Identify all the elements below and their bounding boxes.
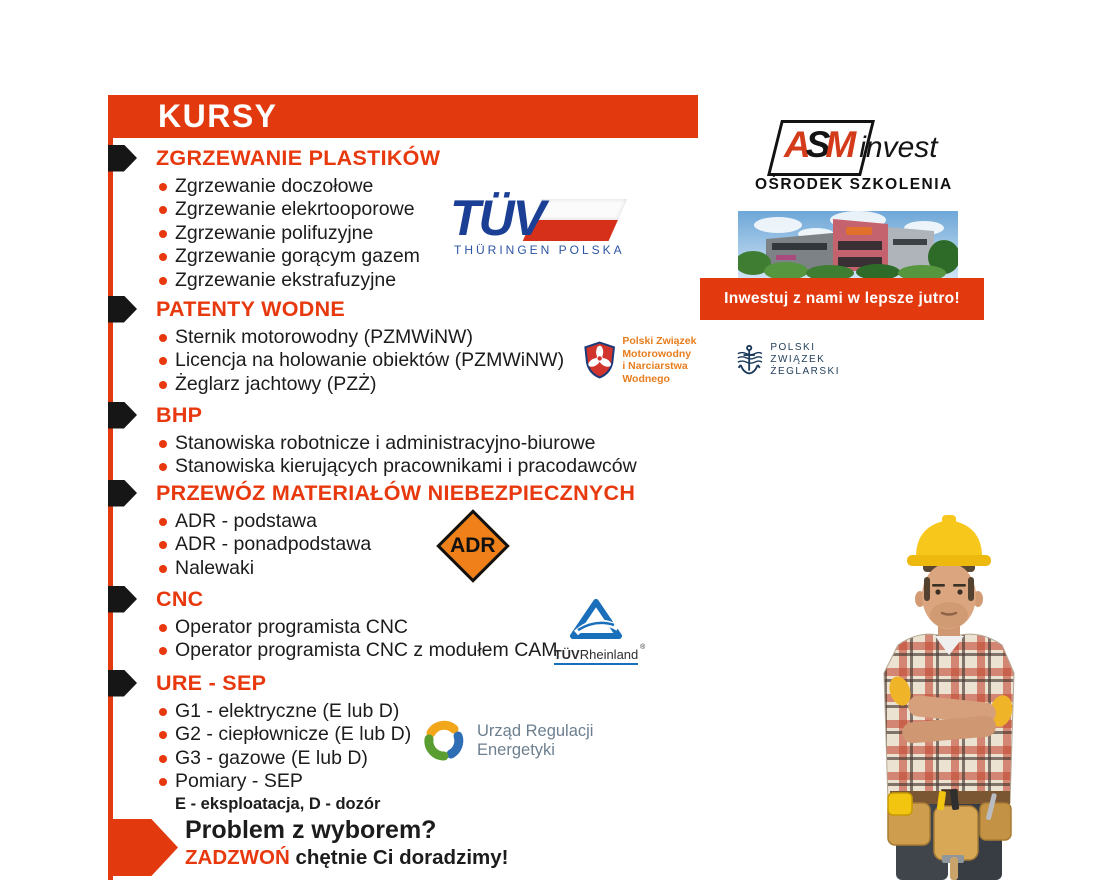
cta-question: Problem z wyborem? (185, 816, 437, 844)
arrow-right-icon (108, 819, 178, 876)
pzmwinw-label: Polski Związek Motorowodny i Narciarstwa Wodnego (622, 335, 697, 385)
asm-wordmark: ASM invest (784, 124, 938, 165)
tuv-thuringen-polska-logo (450, 190, 625, 265)
asm-invest-word: invest (859, 131, 938, 164)
list-item: G1 - elektryczne (E lub D) (161, 700, 708, 723)
list-item: Zgrzewanie polifuzyjne (161, 222, 708, 245)
arrow-right-icon (108, 402, 137, 429)
tuv-rheinland-triangle-icon (566, 597, 626, 641)
anchor-waves-icon (735, 337, 763, 383)
ure-logo (420, 712, 595, 770)
asm-invest-logo (762, 120, 937, 177)
pzz-label: POLSKI ZWIĄZEK ŻEGLARSKI (770, 342, 840, 377)
tuv-thuringen-subtext: THÜRINGEN POLSKA (454, 243, 625, 257)
cta-call-line (185, 845, 508, 871)
adr-label: ADR (450, 534, 496, 557)
arrow-right-icon (108, 480, 137, 507)
section-heading: CNC (156, 586, 204, 611)
list-item: ADR - podstawa (161, 510, 708, 533)
list-item: Licencja na holowanie obiektów (PZMWiNW) (161, 349, 708, 372)
ure-swirl-icon (420, 717, 468, 765)
section-bhp (108, 401, 708, 479)
arrow-right-icon (108, 296, 137, 323)
tuv-wordmark: TÜV (450, 190, 544, 246)
list-item: G3 - gazowe (E lub D) (161, 747, 708, 770)
page-title: KURSY (158, 98, 278, 134)
section-przewoz (108, 479, 708, 580)
legend-note: E - eksploatacja, D - dozór (175, 794, 381, 813)
list-item: Nalewaki (161, 557, 708, 580)
arrow-right-icon (108, 586, 137, 613)
ure-label: Urząd Regulacji Energetyki (477, 722, 594, 759)
cta-call-rest: chętnie Ci doradzimy! (289, 846, 509, 869)
section-heading: PRZEWÓZ MATERIAŁÓW NIEBEZPIECZNYCH (156, 480, 636, 505)
section-ure-sep (108, 669, 708, 814)
construction-worker-photo (838, 503, 1090, 880)
list-item: Sternik motorowodny (PZMWiNW) (161, 326, 708, 349)
tagline-banner (700, 278, 984, 320)
course-list (108, 432, 708, 479)
building-photo-illustration (738, 211, 958, 278)
pzmwinw-logo (583, 336, 738, 384)
list-item: G2 - ciepłownicze (E lub D) (161, 723, 708, 746)
list-item: Operator programista CNC (161, 616, 708, 639)
list-item: Stanowiska kierujących pracownikami i pracodawców (161, 455, 708, 478)
list-item: Pomiary - SEP (161, 770, 708, 793)
list-item: Zgrzewanie gorącym gazem (161, 245, 708, 268)
cta-call-word: ZADZWOŃ (185, 846, 290, 869)
course-list (108, 700, 708, 794)
tagline-text: Inwestuj z nami w lepsze jutro! (724, 290, 960, 307)
list-item: Stanowiska robotnicze i administracyjno-biurowe (161, 432, 708, 455)
training-center-building-photo (738, 211, 958, 278)
list-item: Żeglarz jachtowy (PZŻ) (161, 373, 708, 396)
arrow-right-icon (108, 145, 137, 172)
section-heading: ZGRZEWANIE PLASTIKÓW (156, 145, 441, 170)
arrow-right-icon (108, 670, 137, 697)
tuv-rheinland-label: TÜVRheinland ® (554, 647, 639, 665)
list-item: Zgrzewanie doczołowe (161, 175, 708, 198)
worker-illustration (838, 503, 1090, 880)
list-item: ADR - ponadpodstawa (161, 533, 708, 556)
list-item: Zgrzewanie ekstrafuzyjne (161, 269, 708, 292)
section-heading: PATENTY WODNE (156, 296, 346, 321)
tuv-rheinland-logo (553, 597, 646, 662)
registered-mark: ® (640, 644, 646, 651)
pzz-logo (735, 336, 840, 384)
cta-block (185, 816, 508, 871)
page-title-bar (108, 95, 698, 138)
course-list (108, 510, 708, 580)
section-heading: BHP (156, 402, 203, 427)
training-center-subtitle: OŚRODEK SZKOLENIA (755, 176, 953, 193)
section-heading: URE - SEP (156, 670, 267, 695)
list-item: Zgrzewanie elekrtooporowe (161, 198, 708, 221)
list-item: Operator programista CNC z modułem CAM (161, 639, 708, 662)
motorboat-shield-icon (583, 336, 616, 384)
